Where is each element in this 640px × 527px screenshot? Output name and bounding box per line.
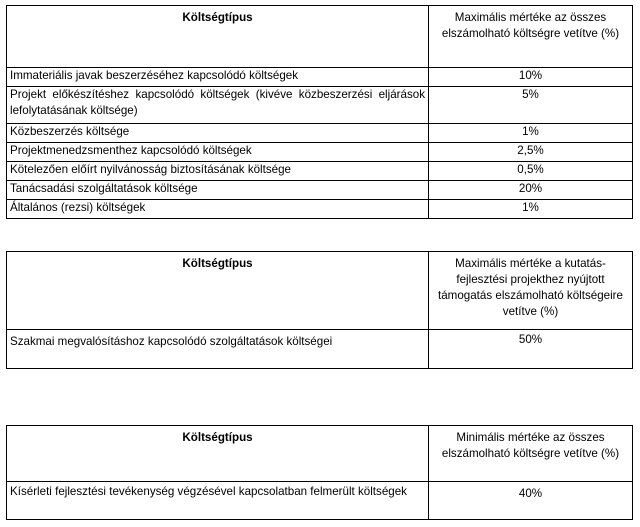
column-header-max-share: Maximális mértéke a kutatás-fejlesztési projekthez nyújtott támogatás elszámolható költségeire vetítve (%) <box>429 252 633 330</box>
table-row <box>7 200 633 219</box>
table-row <box>7 330 633 369</box>
table-row <box>7 68 633 87</box>
cost-type-cell: Immateriális javak beszerzéséhez kapcsolódó költségek <box>7 68 429 87</box>
cost-limits-table-3 <box>6 425 633 520</box>
column-header-cost-type: Költségtípus <box>7 6 429 68</box>
cost-type-cell: Kötelezően előírt nyilvánosság biztosításának költsége <box>7 162 429 181</box>
table-row <box>7 143 633 162</box>
table-row <box>7 162 633 181</box>
cost-type-cell: Projektmenedzsmenthez kapcsolódó költségek <box>7 143 429 162</box>
cost-limits-table-2 <box>6 251 633 369</box>
column-header-min-share: Minimális mértéke az összes elszámolható költségre vetítve (%) <box>429 426 633 482</box>
percentage-cell: 2,5% <box>429 143 633 162</box>
percentage-cell: 50% <box>429 330 633 369</box>
column-header-cost-type: Költségtípus <box>7 252 429 330</box>
percentage-cell: 10% <box>429 68 633 87</box>
cost-type-cell: Általános (rezsi) költségek <box>7 200 429 219</box>
table-row <box>7 181 633 200</box>
table-row <box>7 482 633 520</box>
column-header-cost-type: Költségtípus <box>7 426 429 482</box>
table-header-row <box>7 252 633 330</box>
percentage-cell: 1% <box>429 200 633 219</box>
percentage-cell: 5% <box>429 87 633 124</box>
cost-type-cell: Projekt előkészítéshez kapcsolódó költségek (kivéve közbeszerzési eljárások lefolytatásának költsége) <box>7 87 429 124</box>
table-header-row <box>7 426 633 482</box>
cost-type-cell: Tanácsadási szolgáltatások költsége <box>7 181 429 200</box>
cost-type-cell: Szakmai megvalósításhoz kapcsolódó szolgáltatások költségei <box>7 330 429 369</box>
percentage-cell: 20% <box>429 181 633 200</box>
table-header-row <box>7 6 633 68</box>
percentage-cell: 0,5% <box>429 162 633 181</box>
cost-limits-table-1 <box>6 5 633 219</box>
table-row <box>7 87 633 124</box>
cost-type-cell: Kísérleti fejlesztési tevékenység végzésével kapcsolatban felmerült költségek <box>7 482 429 520</box>
percentage-cell: 40% <box>429 482 633 520</box>
table-row <box>7 124 633 143</box>
cost-type-cell: Közbeszerzés költsége <box>7 124 429 143</box>
percentage-cell: 1% <box>429 124 633 143</box>
column-header-max-share: Maximális mértéke az összes elszámolható költségre vetítve (%) <box>429 6 633 68</box>
